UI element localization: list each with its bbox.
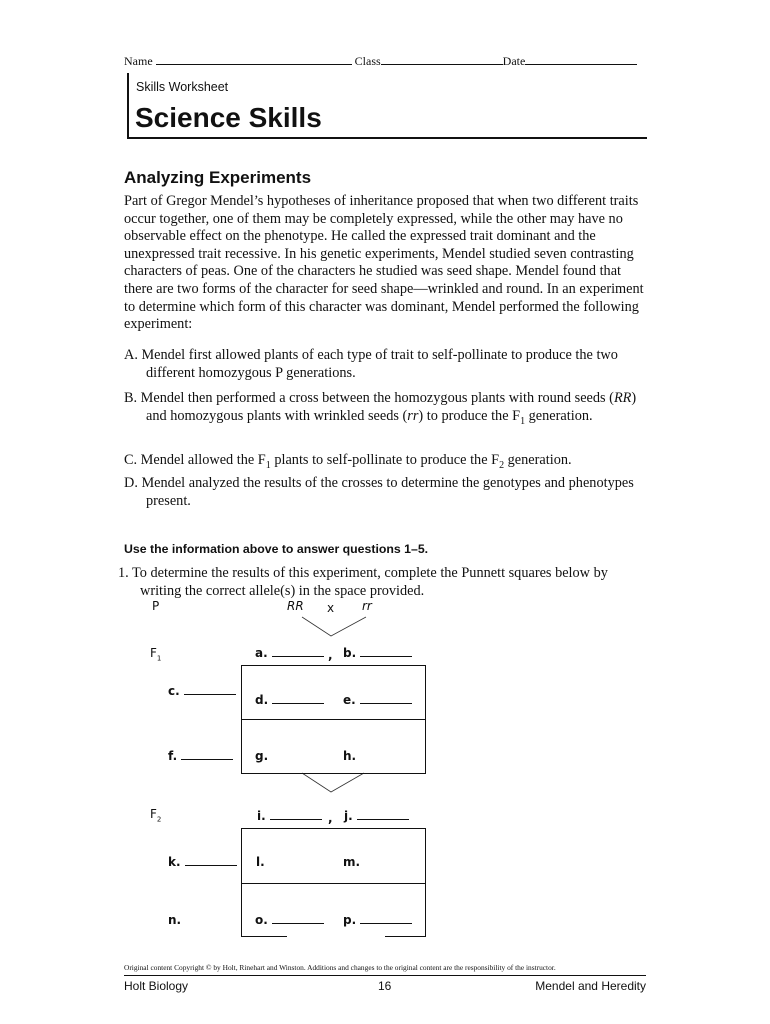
- subscript: 1: [156, 654, 162, 663]
- answer-g[interactable]: g.: [255, 749, 269, 763]
- answer-n[interactable]: n.: [168, 913, 182, 927]
- step-b-text: ) and homozygous plants with wrinkled seeds (: [146, 390, 637, 424]
- intro-paragraph: Part of Gregor Mendel’s hypotheses of inheritance proposed that when two different traits occur together, one of them may be completely expressed, while the other may have no observable effect on the phenotype. He called the expressed trait dominant and the unexpressed trait recessive. In his genetic experiments, Mendel studied seven contrasting characters of peas. One of the characters he studied was seed shape. Mendel found that there are two forms of the character for seed shape—wrinkled and round. In an experiment to determine which form of this character was dominant, Mendel performed the following experiment:: [124, 193, 644, 333]
- step-c-text: plants to self-pollinate to produce the F: [270, 452, 500, 468]
- subscript: 1: [520, 415, 526, 427]
- footer-book: Holt Biology: [124, 979, 189, 993]
- answer-d[interactable]: d.: [255, 693, 324, 707]
- instructions: Use the information above to answer questions 1–5.: [124, 542, 429, 556]
- section-label: Skills Worksheet: [136, 80, 229, 94]
- answer-m[interactable]: m.: [343, 855, 361, 869]
- subscript: 1: [265, 459, 271, 471]
- footer-chapter: Mendel and Heredity: [535, 979, 646, 993]
- class-label: Class: [354, 54, 381, 68]
- step-d: D. Mendel analyzed the results of the crosses to determine the genotypes and phenotypes present.: [124, 475, 634, 509]
- f1-label: [150, 646, 161, 662]
- step-c-text: C. Mendel allowed the F: [124, 452, 266, 468]
- p-cross-line: [302, 617, 366, 636]
- question-1: 1. To determine the results of this experiment, complete the Punnett squares below by writing the correct allele(s) in the space provided.: [118, 565, 608, 599]
- comma: ,: [328, 811, 333, 825]
- box-bottom-left: [241, 936, 287, 937]
- genotype-rr: rr: [407, 407, 419, 424]
- answer-b[interactable]: b.: [343, 646, 412, 660]
- date-label: Date: [502, 54, 526, 68]
- box-bottom-right: [385, 936, 425, 937]
- answer-a[interactable]: a.: [255, 646, 324, 660]
- step-b-text: ) to produce the F: [418, 407, 521, 424]
- f1-text: F: [150, 646, 157, 660]
- footer-rule: [124, 975, 646, 976]
- step-a: A. Mendel first allowed plants of each type of trait to self-pollinate to produce the two different homozygous P generations.: [124, 347, 618, 381]
- answer-l[interactable]: l.: [256, 855, 265, 869]
- step-b-text: B. Mendel then performed a cross between the homozygous plants with round seeds (: [124, 390, 614, 406]
- name-label: Name: [124, 54, 153, 68]
- f2-text: F: [150, 807, 157, 821]
- parent-RR: RR: [287, 599, 304, 613]
- section-heading: Analyzing Experiments: [124, 168, 312, 187]
- answer-h[interactable]: h.: [343, 749, 357, 763]
- step-b-text: generation.: [525, 407, 593, 424]
- page-number: 16: [378, 979, 392, 993]
- subscript: 2: [156, 815, 162, 824]
- answer-c[interactable]: c.: [168, 684, 236, 698]
- p-generation-label: P: [152, 599, 160, 613]
- answer-f[interactable]: f.: [168, 749, 233, 763]
- step-c-text: generation.: [504, 452, 572, 468]
- f2-label: [150, 807, 161, 823]
- genotype-RR: RR: [613, 390, 632, 406]
- answer-j[interactable]: j.: [344, 809, 409, 823]
- punnett-square-f1: [241, 665, 426, 774]
- subscript: 2: [499, 459, 505, 471]
- f1-cross-line: [302, 773, 364, 792]
- answer-i[interactable]: i.: [257, 809, 322, 823]
- answer-o[interactable]: o.: [255, 913, 324, 927]
- answer-e[interactable]: e.: [343, 693, 412, 707]
- page-title: Science Skills: [135, 102, 322, 133]
- answer-k[interactable]: k.: [168, 855, 237, 869]
- cross-x: x: [327, 601, 335, 615]
- answer-p[interactable]: p.: [343, 913, 412, 927]
- parent-rr: rr: [362, 599, 372, 613]
- comma: ,: [328, 648, 333, 662]
- copyright: Original content Copyright © by Holt, Rinehart and Winston. Additions and changes to the original content are the responsibility of the instructor.: [124, 963, 556, 972]
